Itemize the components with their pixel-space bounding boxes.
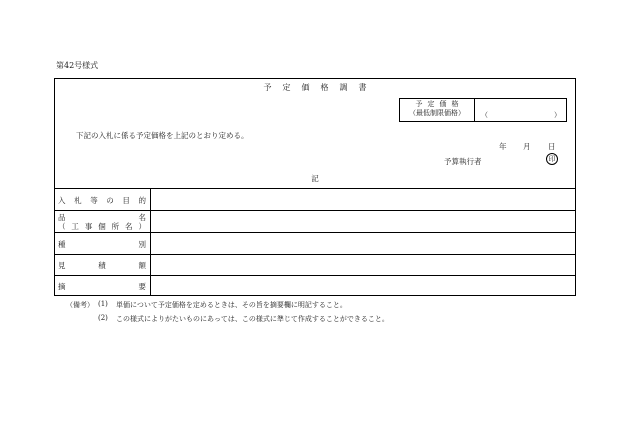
row-label-item-name: 品 名 (58, 213, 146, 222)
note-text: この様式によりがたいものにあっては、この様式に準じて作成することができること。 (116, 315, 389, 323)
row-divider (54, 188, 576, 189)
estimated-price-field[interactable] (475, 99, 566, 121)
declaration-text: 下記の入札に係る予定価格を上記のとおり定める。 (76, 131, 249, 140)
date-year-label: 年 (499, 142, 507, 151)
open-paren: （ (481, 111, 488, 119)
seal-mark: 印 (546, 153, 558, 165)
budget-executor-label: 予算執行者 (444, 157, 482, 166)
row-label-estimate: 見 積 額 (58, 261, 146, 270)
row-label-purpose: 入 札 等 の 目 的 (58, 196, 146, 205)
minimum-price-label: （最低制限価格） (409, 109, 465, 118)
close-paren: ） (554, 111, 561, 119)
row-divider (54, 275, 576, 276)
date-day-label: 日 (548, 142, 556, 151)
form-number: 第42号様式 (56, 61, 99, 70)
ki-heading: 記 (311, 174, 319, 183)
row-divider (54, 210, 576, 211)
column-divider (150, 188, 151, 296)
row-label-type: 種 別 (58, 240, 146, 249)
row-divider (54, 232, 576, 233)
row-divider (54, 254, 576, 255)
estimated-price-label (400, 99, 475, 121)
row-label-remarks: 摘 要 (58, 282, 146, 291)
estimated-price-label-line1: 予定価格 (415, 100, 464, 108)
note-number: (1) (98, 300, 108, 308)
row-label-construction-site: （ 工 事 個 所 名 ） (58, 222, 146, 231)
page-title: 予定価格調書 (263, 83, 378, 92)
date-month-label: 月 (523, 142, 531, 151)
note-text: 単価について予定価格を定めるときは、その旨を摘要欄に明記すること。 (116, 301, 347, 309)
estimated-price-box (399, 98, 567, 122)
notes-heading: （備考） (66, 301, 94, 309)
note-number: (2) (98, 314, 108, 322)
